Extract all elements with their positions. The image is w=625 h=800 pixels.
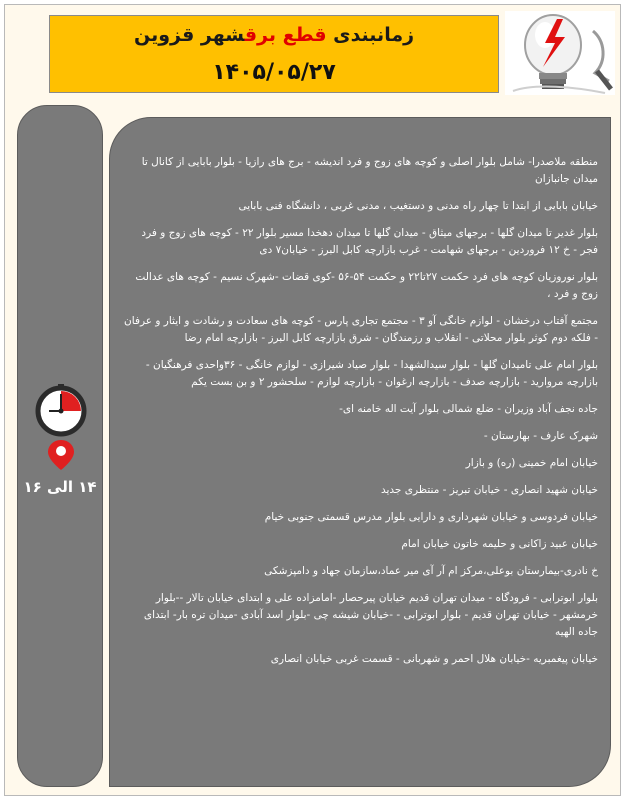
- zone-item: بلوار نوروزیان کوچه های فرد حکمت ۲۷تا۲۲ و حکمت ۵۴-۵۶ -کوی قضات -شهرک نسیم - کوچه های عدالت زوج و فرد ،: [135, 271, 598, 300]
- title-highlight: قطع برق: [244, 24, 327, 46]
- time-side-panel: [17, 105, 103, 787]
- lightbulb-power-icon: [505, 11, 615, 95]
- zone-item: منطقه ملاصدرا- شامل بلوار اصلی و کوچه های زوج و فرد اندیشه - برج های رازیا - بلوار بابایی از کانال تا میدان جانبازان: [141, 156, 598, 185]
- zone-item: خیابان فردوسی و خیابان شهرداری و دارایی بلوار مدرس قسمتی جنوبی خیام: [264, 511, 598, 523]
- zone-item: خیابان عبید زاکانی و حلیمه خاتون خیابان امام: [401, 538, 598, 550]
- zone-item: خیابان شهید انصاری - خیابان تبریز - منتظری جدید: [380, 484, 598, 496]
- schedule-date: ۱۴۰۵/۰۵/۲۷: [212, 60, 336, 85]
- zone-item: بلوار ابوترابی - فرودگاه - میدان تهران قدیم خیابان پیرحصار -امامزاده علی و ابتدای خیابان تالار --بلوار خرمشهر - خیابان تهران قدیم - بلوار ابوترابی - -خیابان شیشه چی -بلوار اسد آبادی -میدان تره بار- ابتدای جاده الهیه: [143, 592, 598, 638]
- title-prefix: زمانبندی: [333, 24, 415, 46]
- page-frame: [4, 4, 621, 796]
- time-range-label: ۱۴ الی ۱۶: [23, 478, 97, 496]
- zone-item: شهرک عارف - بهارستان -: [483, 430, 598, 442]
- zones-panel: [109, 117, 611, 787]
- zone-item: جاده نجف آباد وزیران - ضلع شمالی بلوار آیت اله خامنه ای-: [339, 403, 598, 415]
- page-title: [50, 24, 498, 46]
- header-banner: [49, 15, 499, 93]
- zone-item: بلوار غدیر تا میدان گلها - برجهای میثاق - میدان گلها تا میدان دهخدا مسیر بلوار ۲۲ - کوچه های زوج و فرد فجر - خ ۱۲ فروردین - برجهای شهامت - غرب بازارچه کابل البرز - خیابان۷ دی: [141, 227, 598, 256]
- zone-item: خیابان بابایی از ابتدا تا چهار راه مدنی و دستغیب ، مدنی غربی ، دانشگاه فنی بابایی: [238, 200, 598, 212]
- zone-item: خیابان امام خمینی (ره) و بازار: [465, 457, 598, 469]
- zone-item: خیابان پیغمبریه -خیابان هلال احمر و شهربانی - قسمت غربی خیابان انصاری: [270, 653, 598, 665]
- clock-location-pin-icon: [34, 384, 88, 472]
- zone-item: مجتمع آفتاب درخشان - لوازم خانگی آو ۳ - مجتمع تجاری پارس - کوچه های سعادت و رشادت و ایثار و عرفان - فلکه دوم کوثر بلوار محلاتی - انقلاب و رزمندگان - شرق بازارچه کابل البرز - بازارچه امام رضا: [124, 315, 598, 344]
- title-suffix: شهر قزوین: [133, 24, 245, 46]
- zones-list: [122, 154, 598, 678]
- zone-item: خ نادری-بیمارستان بوعلی،مرکز ام آر آی میر عماد،سازمان جهاد و دامپزشکی: [264, 565, 598, 577]
- zone-item: بلوار امام علی تامیدان گلها - بلوار سیدالشهدا - بلوار صیاد شیرازی - لوازم خانگی - ۳۶واحدی فرهنگیان - بازارچه مروارید - بازارچه صدف - بازارچه ارغوان - بازارچه لوازم - سلحشور ۲ و بن بست یکم: [145, 359, 598, 388]
